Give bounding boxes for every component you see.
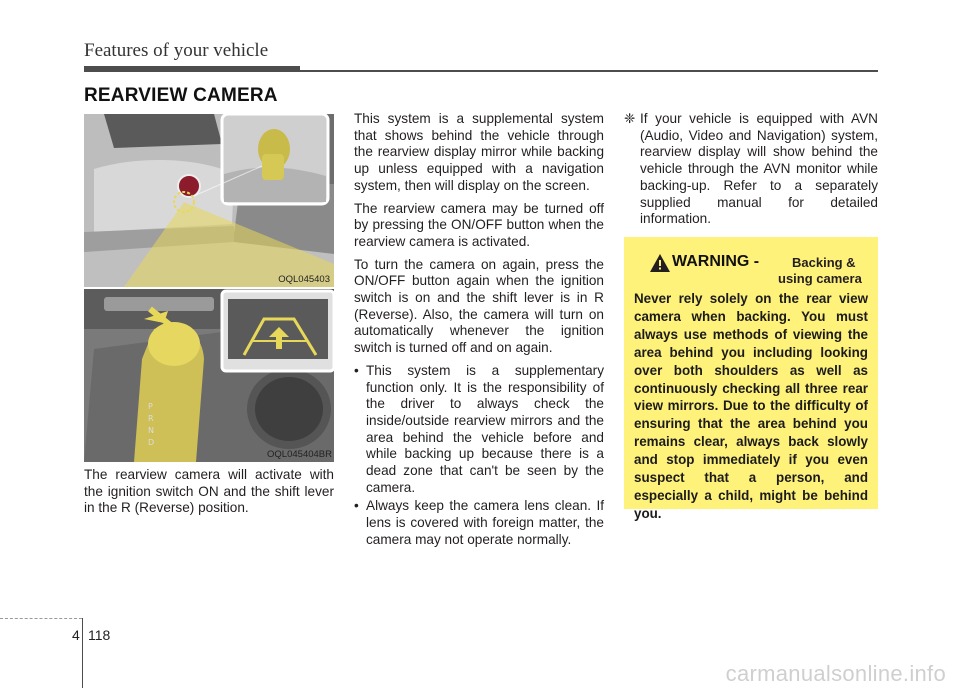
warning-header	[634, 246, 868, 290]
list-item	[354, 498, 604, 548]
figure-caption	[84, 467, 334, 523]
svg-text:D: D	[148, 438, 155, 447]
running-header: Features of your vehicle	[84, 40, 269, 61]
list-item-text: This system is a supplementary function only. It is the responsibility of the driver to always check the inside/outside rearview mirrors and the area behind the vehicle before and while backing up because there is a dead zone that can't be seen by the camera.	[366, 362, 604, 495]
header-rule-thick	[84, 66, 300, 72]
shift-lever-illustration	[84, 289, 334, 462]
figure-shift-lever	[84, 289, 334, 462]
note-text: If your vehicle is equipped with AVN (Audio, Video and Navigation) system, rearview display will show behind the vehicle through the AVN monitor while backing-up. Refer to a separately supplied manual for detailed information.	[640, 111, 878, 227]
bullet-icon: •	[354, 498, 359, 514]
footer-rule-vertical	[82, 618, 83, 688]
figure-code: OQL045404BR	[267, 449, 332, 460]
column-3-note	[624, 111, 878, 228]
paragraph: To turn the camera on again, press the ON/OFF button again when the ignition switch is on and the shift lever is in R (Reverse). Also, the camera will turn on automatically whenever the ignition switch is turned off and on again.	[354, 256, 604, 356]
warning-subtitle-line1: Backing &	[792, 255, 856, 270]
rear-vehicle-illustration	[84, 114, 334, 287]
warning-text: Never rely solely on the rear view camera when backing. You must always use methods of viewing the area behind you including looking over both shoulders as well as continuously checking all three rear view mirrors. Due to the difficulty of ensuring that the area behind you remains clear, always back slowly and stop immediately if you even suspect that a person, and especially a child, might be behind you.	[634, 291, 868, 521]
header-rule-thin	[300, 70, 878, 72]
section-title: REARVIEW CAMERA	[84, 85, 278, 106]
caption-text: The rearview camera will activate with the ignition switch ON and the shift lever in the R (Reverse) position.	[84, 467, 334, 516]
svg-text:R: R	[148, 414, 154, 423]
bullet-list	[354, 363, 604, 549]
svg-text:P: P	[148, 402, 153, 411]
warning-triangle-icon	[650, 254, 670, 272]
svg-text:N: N	[148, 426, 154, 435]
page-number: 118	[88, 627, 111, 643]
warning-label: WARNING -	[672, 253, 760, 270]
list-item	[354, 363, 604, 497]
footer-rule-horizontal	[0, 618, 82, 619]
column-2-text	[354, 111, 604, 551]
note-mark-icon: ❈	[624, 111, 636, 126]
paragraph: This system is a supplemental system that shows behind the vehicle through the rearview display mirror while backing up unless equipped with a navigation system, then will display on the screen.	[354, 111, 604, 193]
watermark: carmanualsonline.info	[725, 661, 946, 686]
warning-box	[624, 237, 878, 521]
chapter-number: 4	[72, 627, 80, 643]
figure-rear-camera-location	[84, 114, 334, 287]
figure-code: OQL045403	[278, 274, 330, 285]
avn-note	[624, 111, 878, 228]
bullet-icon: •	[354, 362, 359, 378]
list-item-text: Always keep the camera lens clean. If lens is covered with foreign matter, the camera may not operate normally.	[366, 498, 604, 547]
paragraph: The rearview camera may be turned off by pressing the ON/OFF button when the rearview camera is activated.	[354, 200, 604, 249]
warning-subtitle-line2: using camera	[778, 271, 862, 286]
